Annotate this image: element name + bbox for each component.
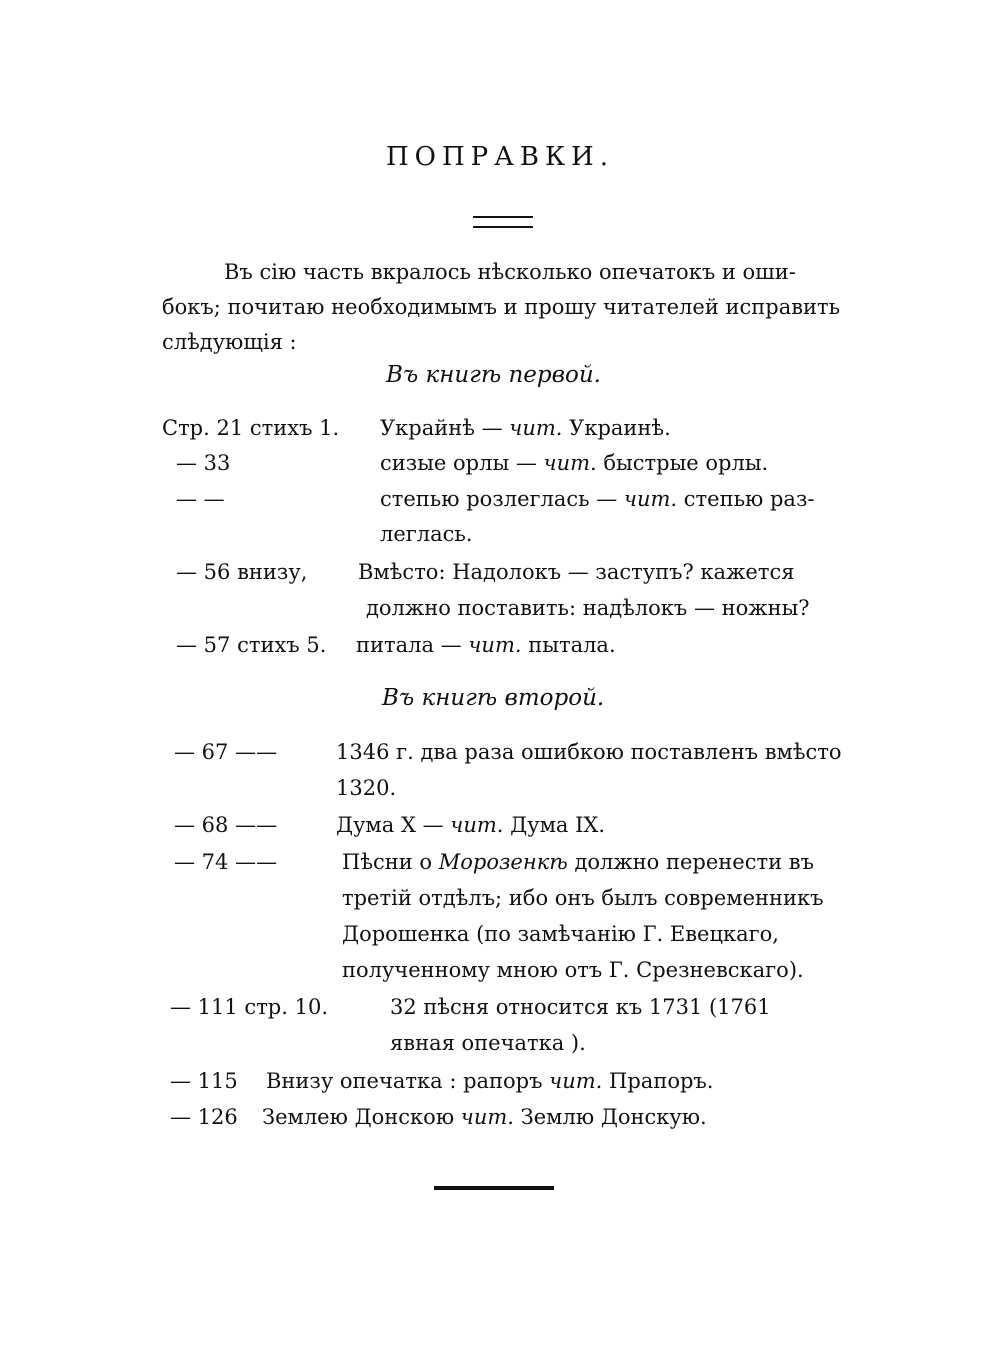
erratum-text: Внизу опечатка : рапоръ чит. Прапоръ.: [266, 1069, 714, 1093]
erratum-continuation: леглась.: [380, 522, 473, 546]
erratum-ref: — 111 стр. 10.: [170, 995, 329, 1019]
erratum-text: 1346 г. два раза ошибкою поставленъ вмѣсто: [336, 740, 842, 764]
page-title: ПОПРАВКИ.: [385, 142, 614, 172]
erratum-ref: — 67 ——: [174, 740, 278, 764]
closing-rule: [434, 1186, 554, 1190]
erratum-text: Украйнѣ — чит. Украинѣ.: [380, 416, 671, 440]
erratum-ref: — 126: [170, 1105, 238, 1129]
section-heading-second-book: Въ книгѣ второй.: [382, 685, 605, 711]
erratum-text: Дума X — чит. Дума IX.: [336, 813, 606, 837]
section-heading-first-book: Въ книгѣ первой.: [386, 362, 601, 388]
erratum-ref: Стр. 21 стихъ 1.: [162, 416, 340, 440]
erratum-ref: — 33: [176, 451, 231, 475]
title-double-rule: [473, 216, 533, 228]
intro-line-1: Въ сію часть вкралось нѣсколько опечатокъ и оши-: [224, 260, 796, 284]
erratum-text: степью розлеглась — чит. степью раз-: [380, 487, 815, 511]
erratum-continuation: должно поставить: надѣлокъ — ножны?: [366, 596, 810, 620]
erratum-text: сизые орлы — чит. быстрые орлы.: [380, 451, 769, 475]
erratum-ref: — —: [176, 487, 225, 511]
erratum-text: Землею Донскою чит. Землю Донскую.: [262, 1105, 707, 1129]
erratum-continuation: третій отдѣлъ; ибо онъ былъ современникъ: [342, 886, 824, 910]
erratum-text: Пѣсни о Морозенкѣ должно перенести въ: [342, 850, 814, 874]
erratum-text: Вмѣсто: Надолокъ — заступъ? кажется: [358, 560, 795, 584]
erratum-ref: — 115: [170, 1069, 238, 1093]
intro-line-2: бокъ; почитаю необходимымъ и прошу читателей исправить: [162, 295, 841, 319]
erratum-continuation: 1320.: [336, 776, 397, 800]
erratum-ref: — 74 ——: [174, 850, 278, 874]
intro-line-3: слѣдующія :: [162, 330, 297, 354]
erratum-continuation: полученному мною отъ Г. Срезневскаго).: [342, 958, 804, 982]
erratum-ref: — 56 внизу,: [176, 560, 308, 584]
erratum-continuation: явная опечатка ).: [390, 1031, 586, 1055]
erratum-continuation: Дорошенка (по замѣчанію Г. Евецкаго,: [342, 922, 779, 946]
erratum-text: питала — чит. пытала.: [356, 633, 616, 657]
erratum-ref: — 68 ——: [174, 813, 278, 837]
erratum-ref: — 57 стихъ 5.: [176, 633, 327, 657]
erratum-text: 32 пѣсня относится къ 1731 (1761: [390, 995, 771, 1019]
